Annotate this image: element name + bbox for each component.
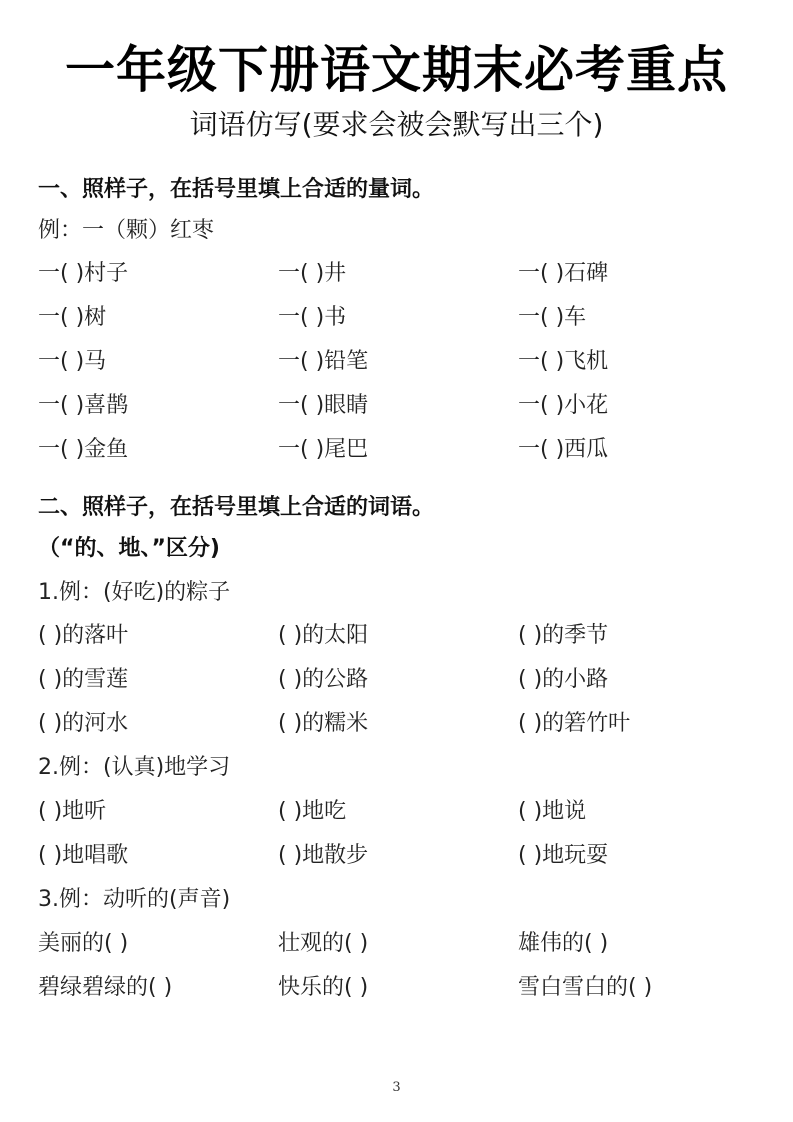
section1-row [38, 388, 758, 418]
measure-word-item: 一( )喜鹊 [38, 393, 129, 418]
di-phrase-item: ( )地唱歌 [38, 843, 129, 868]
part2-row [38, 794, 758, 824]
measure-word-item: 一( )车 [518, 305, 587, 330]
noun-phrase-item: 美丽的( ) [38, 931, 129, 956]
measure-word-item: 一( )书 [278, 305, 347, 330]
section1-heading: 一、照样子，在括号里填上合适的量词。 [38, 177, 435, 202]
de-phrase-item: ( )的季节 [518, 623, 609, 648]
noun-phrase-item: 快乐的( ) [278, 975, 369, 1000]
part1-example: 1.例：(好吃)的粽子 [38, 580, 231, 605]
measure-word-item: 一( )井 [278, 261, 347, 286]
measure-word-item: 一( )小花 [518, 393, 609, 418]
noun-phrase-item: 碧绿碧绿的( ) [38, 975, 173, 1000]
part1-row [38, 618, 758, 648]
de-phrase-item: ( )的河水 [38, 711, 129, 736]
section2-heading: 二、照样子，在括号里填上合适的词语。 [38, 495, 435, 520]
section1-row [38, 256, 758, 286]
measure-word-item: 一( )村子 [38, 261, 129, 286]
measure-word-item: 一( )西瓜 [518, 437, 609, 462]
de-phrase-item: ( )的糯米 [278, 711, 369, 736]
de-phrase-item: ( )的落叶 [38, 623, 129, 648]
di-phrase-item: ( )地散步 [278, 843, 369, 868]
de-phrase-item: ( )的小路 [518, 667, 609, 692]
part3-row [38, 970, 758, 1000]
section1-row [38, 344, 758, 374]
page-number: 3 [392, 1080, 401, 1095]
part2-example: 2.例：(认真)地学习 [38, 755, 231, 780]
measure-word-item: 一( )石碑 [518, 261, 609, 286]
measure-word-item: 一( )飞机 [518, 349, 609, 374]
measure-word-item: 一( )尾巴 [278, 437, 369, 462]
measure-word-item: 一( )眼睛 [278, 393, 369, 418]
di-phrase-item: ( )地听 [38, 799, 107, 824]
de-phrase-item: ( )的雪莲 [38, 667, 129, 692]
di-phrase-item: ( )地吃 [278, 799, 347, 824]
page-title: 一年级下册语文期末必考重点 [65, 41, 728, 99]
part3-row [38, 926, 758, 956]
section1-row [38, 300, 758, 330]
noun-phrase-item: 雪白雪白的( ) [518, 975, 653, 1000]
section2-note: （“的、地、”区分) [38, 536, 220, 561]
part2-row [38, 838, 758, 868]
noun-phrase-item: 雄伟的( ) [518, 931, 609, 956]
noun-phrase-item: 壮观的( ) [278, 931, 369, 956]
measure-word-item: 一( )树 [38, 305, 107, 330]
de-phrase-item: ( )的公路 [278, 667, 369, 692]
di-phrase-item: ( )地说 [518, 799, 587, 824]
part3-example: 3.例：动听的(声音) [38, 887, 231, 912]
section1-row [38, 432, 758, 462]
part1-row [38, 706, 758, 736]
measure-word-item: 一( )铅笔 [278, 349, 369, 374]
de-phrase-item: ( )的太阳 [278, 623, 369, 648]
page-subtitle: 词语仿写(要求会被会默写出三个) [189, 108, 604, 141]
de-phrase-item: ( )的箬竹叶 [518, 711, 631, 736]
part1-row [38, 662, 758, 692]
measure-word-item: 一( )马 [38, 349, 107, 374]
measure-word-item: 一( )金鱼 [38, 437, 129, 462]
di-phrase-item: ( )地玩耍 [518, 843, 609, 868]
section1-example: 例：一（颗）红枣 [38, 218, 215, 243]
